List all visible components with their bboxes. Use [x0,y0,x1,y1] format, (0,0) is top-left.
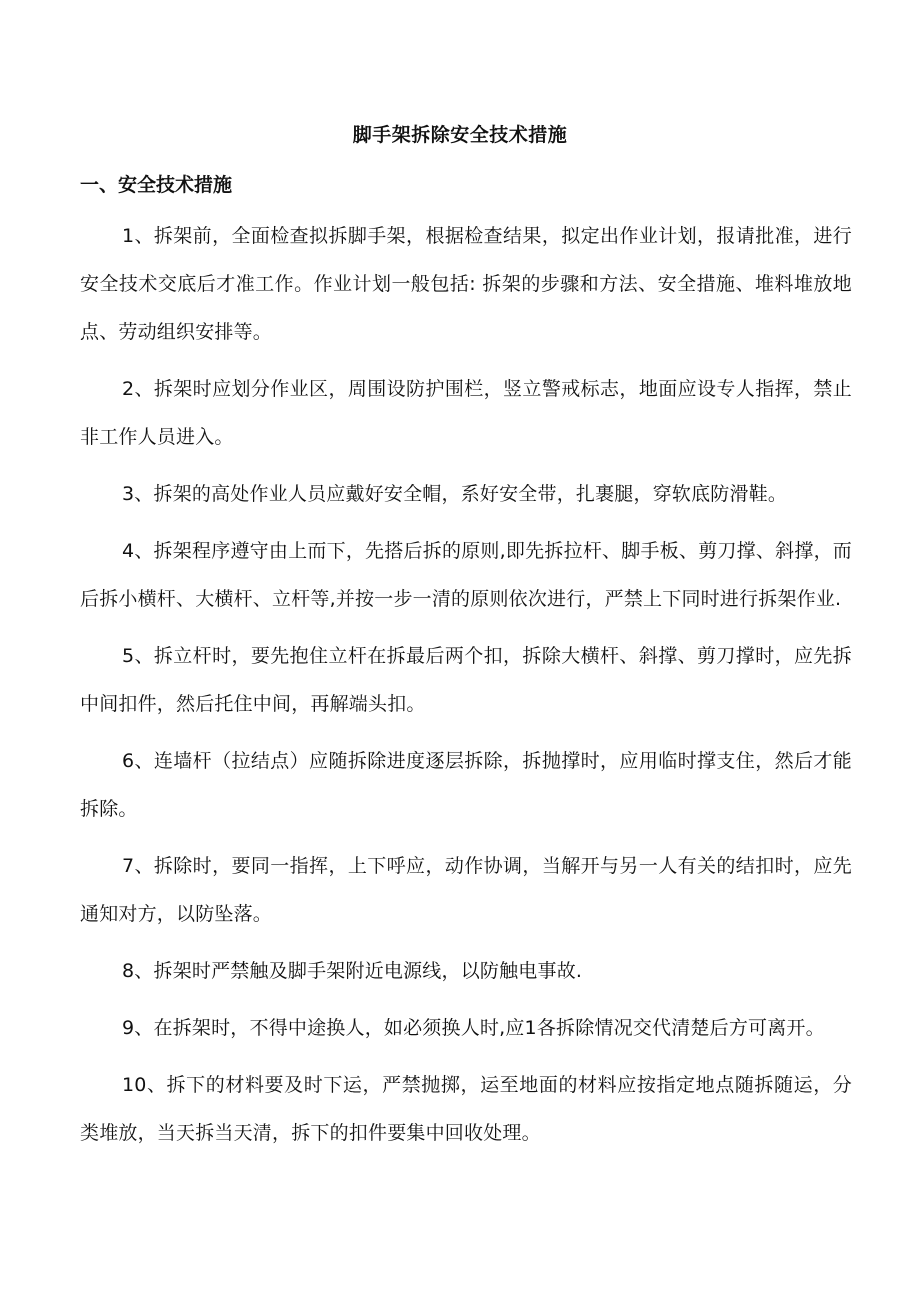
measure-item-8: 8、拆架时严禁触及脚手架附近电源线，以防触电事故. [122,960,583,982]
measure-item-6: 6、连墙杆（拉结点）应随拆除进度逐层拆除，拆抛撑时，应用临时撑支住，然后才能拆除。 [80,750,852,820]
section-heading: 一、安全技术措施 [80,174,233,196]
measure-item-10: 10、拆下的材料要及时下运，严禁抛掷，运至地面的材料应按指定地点随拆随运，分类堆放，当天拆当天清，拆下的扣件要集中回收处理。 [80,1074,852,1144]
measure-item-3: 3、拆架的高处作业人员应戴好安全帽，系好安全带，扎裹腿，穿软底防滑鞋。 [122,483,788,505]
measure-item-2: 2、拆架时应划分作业区，周围设防护围栏，竖立警戒标志，地面应设专人指挥，禁止非工作人员进入。 [80,378,852,448]
measure-item-5: 5、拆立杆时，要先抱住立杆在拆最后两个扣，拆除大横杆、斜撑、剪刀撑时，应先拆中间扣件，然后托住中间，再解端头扣。 [80,645,852,715]
measure-item-4: 4、拆架程序遵守由上而下，先搭后拆的原则,即先拆拉杆、脚手板、剪刀撑、斜撑，而后拆小横杆、大横杆、立杆等,并按一步一清的原则依次进行，严禁上下同时进行拆架作业. [80,540,852,610]
measure-item-7: 7、拆除时，要同一指挥，上下呼应，动作协调，当解开与另一人有关的结扣时，应先通知对方，以防坠落。 [80,855,852,925]
section-body [80,212,852,1166]
measure-item-1: 1、拆架前，全面检查拟拆脚手架，根据检查结果，拟定出作业计划，报请批准，进行安全技术交底后才准工作。作业计划一般包括: 拆架的步骤和方法、安全措施、堆料堆放地点、劳动组织安排等。 [80,225,852,343]
measure-item-9: 9、在拆架时，不得中途换人，如必须换人时,应1各拆除情况交代清楚后方可离开。 [122,1017,825,1039]
document-title: 脚手架拆除安全技术措施 [352,124,568,146]
